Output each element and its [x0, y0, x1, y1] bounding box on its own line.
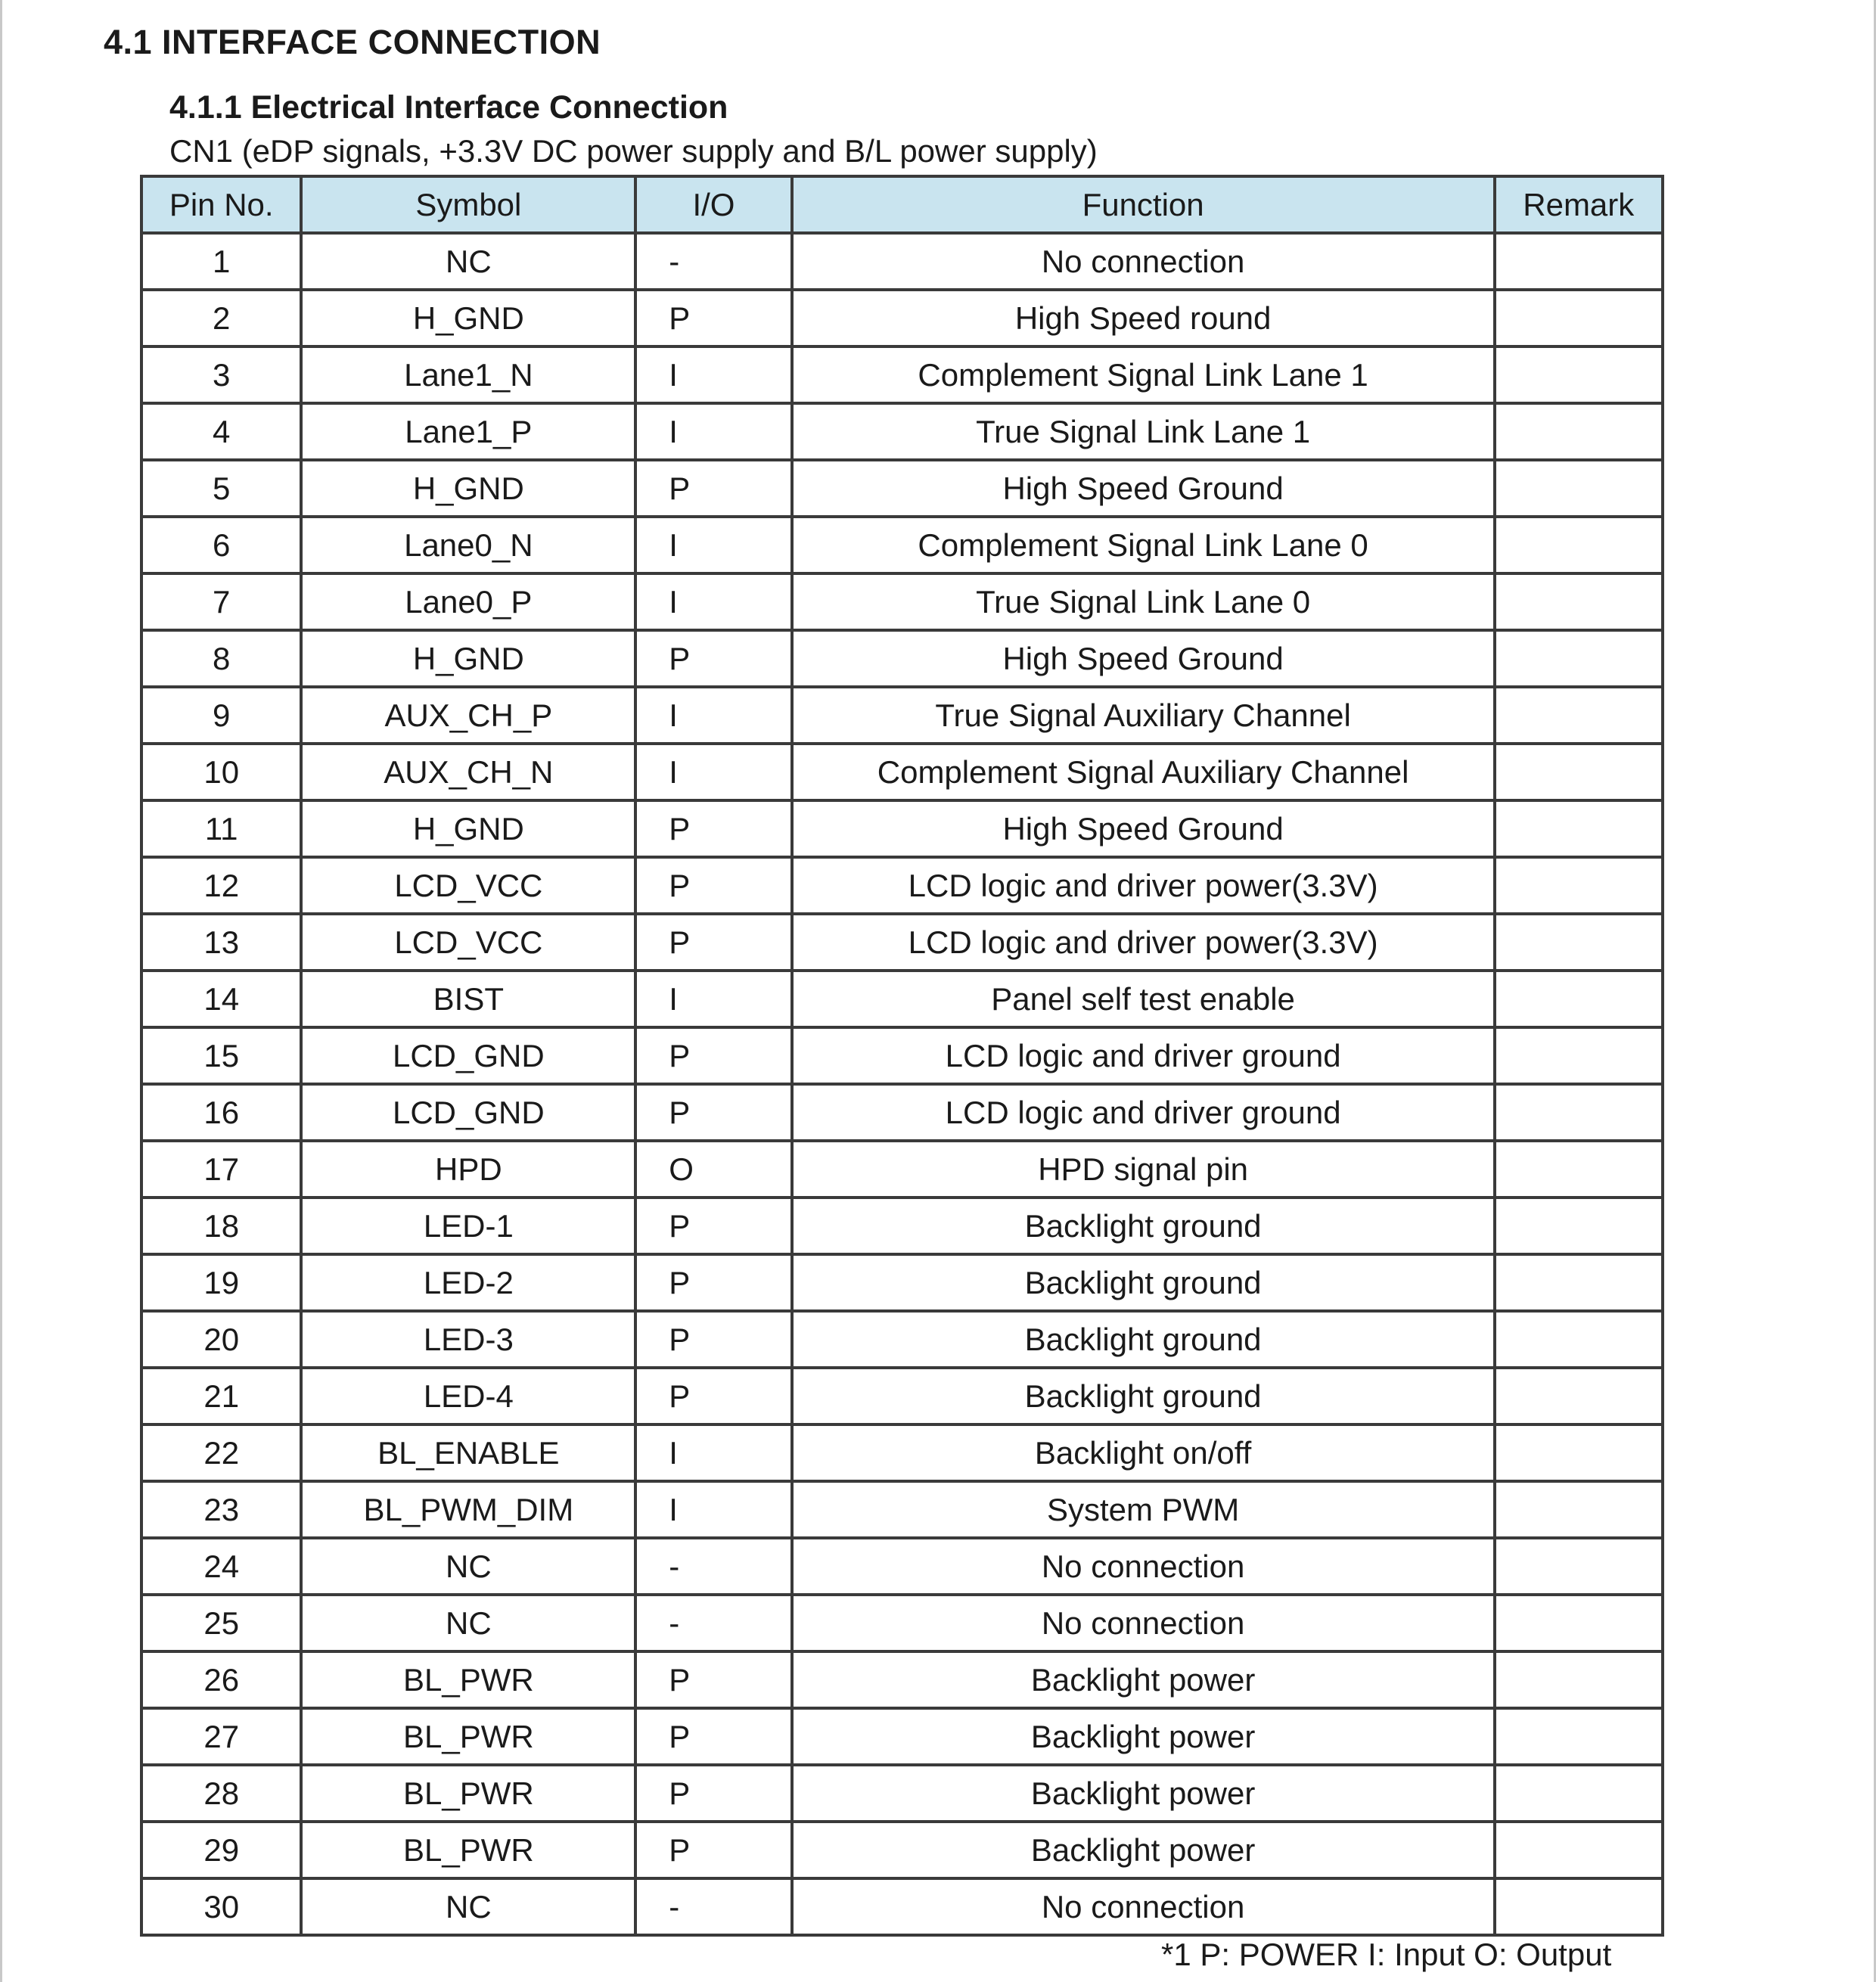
remark-cell — [1495, 1481, 1663, 1538]
table-row — [141, 1198, 1663, 1254]
function-cell: Backlight ground — [792, 1368, 1495, 1424]
pin-number-cell: 1 — [141, 233, 301, 290]
pin-number-cell: 12 — [141, 857, 301, 914]
pin-number-cell: 2 — [141, 290, 301, 346]
io-cell: P — [635, 1651, 791, 1708]
symbol-cell: BL_PWR — [301, 1822, 635, 1878]
table-body — [141, 233, 1663, 1935]
symbol-cell: BL_ENABLE — [301, 1424, 635, 1481]
function-cell: Backlight on/off — [792, 1424, 1495, 1481]
pin-number-cell: 30 — [141, 1878, 301, 1935]
remark-cell — [1495, 1708, 1663, 1765]
symbol-cell: NC — [301, 1595, 635, 1651]
function-cell: No connection — [792, 1538, 1495, 1595]
io-cell: I — [635, 1481, 791, 1538]
table-row — [141, 1141, 1663, 1198]
table-row — [141, 1765, 1663, 1822]
io-cell: P — [635, 1311, 791, 1368]
subsection-title: 4.1.1 Electrical Interface Connection — [169, 89, 728, 126]
page-border-left — [0, 0, 2, 1982]
function-cell: Backlight power — [792, 1651, 1495, 1708]
function-cell: Backlight ground — [792, 1254, 1495, 1311]
pin-assignment-table — [140, 175, 1664, 1937]
function-cell: High Speed Ground — [792, 630, 1495, 687]
table-row — [141, 1538, 1663, 1595]
remark-cell — [1495, 971, 1663, 1027]
function-cell: LCD logic and driver ground — [792, 1084, 1495, 1141]
table-row — [141, 1027, 1663, 1084]
function-cell: Backlight ground — [792, 1311, 1495, 1368]
io-cell: P — [635, 857, 791, 914]
io-cell: P — [635, 290, 791, 346]
pin-number-cell: 23 — [141, 1481, 301, 1538]
symbol-cell: AUX_CH_P — [301, 687, 635, 744]
symbol-cell: LCD_VCC — [301, 857, 635, 914]
table-row — [141, 1311, 1663, 1368]
function-cell: High Speed Ground — [792, 460, 1495, 517]
symbol-cell: BL_PWM_DIM — [301, 1481, 635, 1538]
io-cell: I — [635, 687, 791, 744]
header-function: Function — [792, 176, 1495, 233]
function-cell: LCD logic and driver ground — [792, 1027, 1495, 1084]
pin-number-cell: 5 — [141, 460, 301, 517]
function-cell: LCD logic and driver power(3.3V) — [792, 857, 1495, 914]
remark-cell — [1495, 1595, 1663, 1651]
header-symbol: Symbol — [301, 176, 635, 233]
function-cell: Complement Signal Link Lane 1 — [792, 346, 1495, 403]
function-cell: LCD logic and driver power(3.3V) — [792, 914, 1495, 971]
table-row — [141, 687, 1663, 744]
function-cell: Complement Signal Auxiliary Channel — [792, 744, 1495, 800]
io-cell: I — [635, 403, 791, 460]
remark-cell — [1495, 1651, 1663, 1708]
io-cell: - — [635, 1878, 791, 1935]
pin-number-cell: 27 — [141, 1708, 301, 1765]
io-cell: - — [635, 1595, 791, 1651]
remark-cell — [1495, 290, 1663, 346]
table-row — [141, 1084, 1663, 1141]
table-row — [141, 1878, 1663, 1935]
remark-cell — [1495, 1878, 1663, 1935]
symbol-cell: LCD_GND — [301, 1084, 635, 1141]
remark-cell — [1495, 460, 1663, 517]
pin-number-cell: 14 — [141, 971, 301, 1027]
table-row — [141, 1708, 1663, 1765]
io-cell: I — [635, 971, 791, 1027]
pin-number-cell: 24 — [141, 1538, 301, 1595]
function-cell: Backlight power — [792, 1708, 1495, 1765]
table-row — [141, 971, 1663, 1027]
table-row — [141, 1481, 1663, 1538]
symbol-cell: LED-3 — [301, 1311, 635, 1368]
io-cell: P — [635, 914, 791, 971]
remark-cell — [1495, 857, 1663, 914]
remark-cell — [1495, 687, 1663, 744]
pin-number-cell: 11 — [141, 800, 301, 857]
io-cell: O — [635, 1141, 791, 1198]
table-row — [141, 346, 1663, 403]
function-cell: High Speed Ground — [792, 800, 1495, 857]
remark-cell — [1495, 1538, 1663, 1595]
remark-cell — [1495, 403, 1663, 460]
io-cell: - — [635, 1538, 791, 1595]
pin-number-cell: 20 — [141, 1311, 301, 1368]
subsection-caption: CN1 (eDP signals, +3.3V DC power supply and B/L power supply) — [169, 133, 1098, 169]
function-cell: Backlight power — [792, 1765, 1495, 1822]
symbol-cell: AUX_CH_N — [301, 744, 635, 800]
table-row — [141, 233, 1663, 290]
symbol-cell: NC — [301, 233, 635, 290]
symbol-cell: H_GND — [301, 290, 635, 346]
function-cell: No connection — [792, 1878, 1495, 1935]
symbol-cell: LED-1 — [301, 1198, 635, 1254]
symbol-cell: NC — [301, 1878, 635, 1935]
io-cell: I — [635, 1424, 791, 1481]
table-row — [141, 1424, 1663, 1481]
symbol-cell: LED-4 — [301, 1368, 635, 1424]
remark-cell — [1495, 914, 1663, 971]
table-row — [141, 1822, 1663, 1878]
remark-cell — [1495, 1141, 1663, 1198]
table-row — [141, 744, 1663, 800]
io-cell: P — [635, 1198, 791, 1254]
table-row — [141, 517, 1663, 573]
io-cell: P — [635, 1368, 791, 1424]
io-cell: P — [635, 1708, 791, 1765]
remark-cell — [1495, 1311, 1663, 1368]
remark-cell — [1495, 1368, 1663, 1424]
pin-number-cell: 15 — [141, 1027, 301, 1084]
pin-number-cell: 22 — [141, 1424, 301, 1481]
pin-number-cell: 7 — [141, 573, 301, 630]
pin-number-cell: 10 — [141, 744, 301, 800]
section-title: 4.1 INTERFACE CONNECTION — [104, 23, 601, 61]
pin-number-cell: 21 — [141, 1368, 301, 1424]
remark-cell — [1495, 1765, 1663, 1822]
pin-number-cell: 17 — [141, 1141, 301, 1198]
symbol-cell: BIST — [301, 971, 635, 1027]
remark-cell — [1495, 1198, 1663, 1254]
remark-cell — [1495, 517, 1663, 573]
pin-number-cell: 19 — [141, 1254, 301, 1311]
remark-cell — [1495, 744, 1663, 800]
pin-number-cell: 16 — [141, 1084, 301, 1141]
remark-cell — [1495, 1424, 1663, 1481]
table-row — [141, 460, 1663, 517]
remark-cell — [1495, 1822, 1663, 1878]
function-cell: Panel self test enable — [792, 971, 1495, 1027]
symbol-cell: H_GND — [301, 800, 635, 857]
pin-number-cell: 8 — [141, 630, 301, 687]
symbol-cell: H_GND — [301, 460, 635, 517]
symbol-cell: Lane1_P — [301, 403, 635, 460]
symbol-cell: Lane0_N — [301, 517, 635, 573]
function-cell: Backlight power — [792, 1822, 1495, 1878]
io-cell: I — [635, 517, 791, 573]
symbol-cell: Lane1_N — [301, 346, 635, 403]
pin-number-cell: 25 — [141, 1595, 301, 1651]
io-cell: P — [635, 460, 791, 517]
symbol-cell: BL_PWR — [301, 1651, 635, 1708]
table-row — [141, 403, 1663, 460]
io-cell: P — [635, 800, 791, 857]
table-row — [141, 1368, 1663, 1424]
table-header-row — [141, 176, 1663, 233]
header-io: I/O — [635, 176, 791, 233]
remark-cell — [1495, 346, 1663, 403]
table-row — [141, 630, 1663, 687]
remark-cell — [1495, 1027, 1663, 1084]
pin-number-cell: 3 — [141, 346, 301, 403]
remark-cell — [1495, 573, 1663, 630]
symbol-cell: LCD_GND — [301, 1027, 635, 1084]
remark-cell — [1495, 1084, 1663, 1141]
remark-cell — [1495, 1254, 1663, 1311]
function-cell: True Signal Auxiliary Channel — [792, 687, 1495, 744]
io-cell: - — [635, 233, 791, 290]
remark-cell — [1495, 800, 1663, 857]
header-remark: Remark — [1495, 176, 1663, 233]
symbol-cell: LED-2 — [301, 1254, 635, 1311]
function-cell: HPD signal pin — [792, 1141, 1495, 1198]
io-cell: P — [635, 1027, 791, 1084]
pin-number-cell: 28 — [141, 1765, 301, 1822]
symbol-cell: LCD_VCC — [301, 914, 635, 971]
pin-number-cell: 29 — [141, 1822, 301, 1878]
table-row — [141, 914, 1663, 971]
pin-number-cell: 6 — [141, 517, 301, 573]
function-cell: True Signal Link Lane 0 — [792, 573, 1495, 630]
io-legend-footnote: *1 P: POWER I: Input O: Output — [1161, 1937, 1612, 1972]
io-cell: P — [635, 1822, 791, 1878]
table-row — [141, 800, 1663, 857]
table-row — [141, 857, 1663, 914]
symbol-cell: NC — [301, 1538, 635, 1595]
io-cell: P — [635, 630, 791, 687]
table-row — [141, 1254, 1663, 1311]
function-cell: Backlight ground — [792, 1198, 1495, 1254]
pin-number-cell: 9 — [141, 687, 301, 744]
symbol-cell: Lane0_P — [301, 573, 635, 630]
symbol-cell: BL_PWR — [301, 1765, 635, 1822]
function-cell: System PWM — [792, 1481, 1495, 1538]
io-cell: P — [635, 1084, 791, 1141]
io-cell: I — [635, 346, 791, 403]
io-cell: I — [635, 573, 791, 630]
symbol-cell: H_GND — [301, 630, 635, 687]
remark-cell — [1495, 233, 1663, 290]
table-row — [141, 1595, 1663, 1651]
io-cell: P — [635, 1765, 791, 1822]
function-cell: Complement Signal Link Lane 0 — [792, 517, 1495, 573]
table-row — [141, 573, 1663, 630]
header-pin-no: Pin No. — [141, 176, 301, 233]
symbol-cell: BL_PWR — [301, 1708, 635, 1765]
function-cell: No connection — [792, 233, 1495, 290]
table-row — [141, 1651, 1663, 1708]
pin-number-cell: 26 — [141, 1651, 301, 1708]
io-cell: I — [635, 744, 791, 800]
symbol-cell: HPD — [301, 1141, 635, 1198]
table-row — [141, 290, 1663, 346]
function-cell: No connection — [792, 1595, 1495, 1651]
io-cell: P — [635, 1254, 791, 1311]
pin-number-cell: 4 — [141, 403, 301, 460]
remark-cell — [1495, 630, 1663, 687]
function-cell: High Speed round — [792, 290, 1495, 346]
pin-number-cell: 13 — [141, 914, 301, 971]
pin-number-cell: 18 — [141, 1198, 301, 1254]
function-cell: True Signal Link Lane 1 — [792, 403, 1495, 460]
